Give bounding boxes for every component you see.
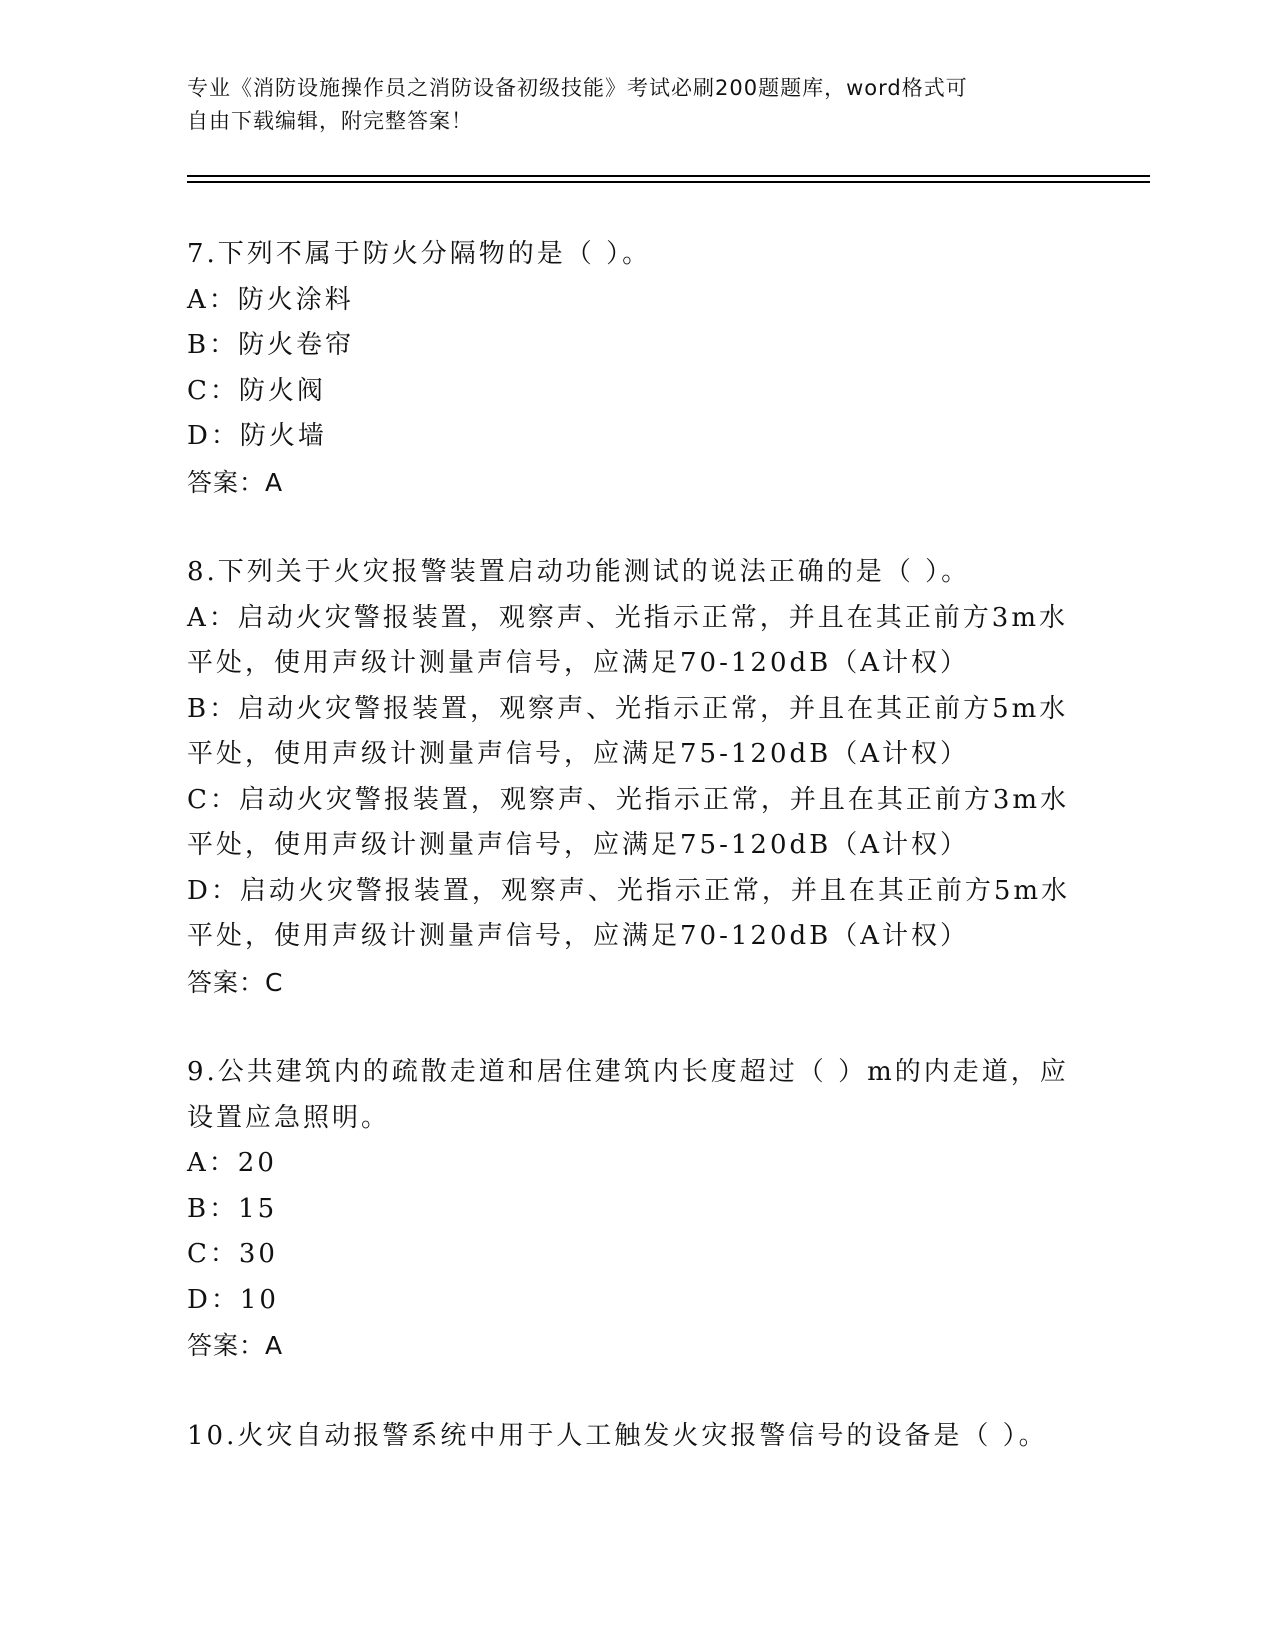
header-divider-top — [187, 175, 1150, 177]
answer-option: B：防火卷帘 — [187, 330, 355, 360]
answer-option: D：启动火灾警报装置，观察声、光指示正常，并且在其正前方5m水 — [187, 875, 1071, 906]
answer-key: 答案：A — [187, 467, 284, 497]
question-block — [187, 1050, 1087, 1369]
question-stem: 10.火灾自动报警系统中用于人工触发火灾报警信号的设备是（ ）。 — [187, 1420, 1048, 1451]
answer-option: D：防火墙 — [187, 421, 327, 451]
document-header — [187, 72, 1067, 138]
answer-option: A：20 — [187, 1148, 277, 1178]
question-block — [187, 232, 1087, 505]
answer-option: A：启动火灾警报装置，观察声、光指示正常，并且在其正前方3m水 — [187, 602, 1068, 633]
answer-option: C：启动火灾警报装置，观察声、光指示正常，并且在其正前方3m水 — [187, 784, 1070, 815]
answer-option: B：启动火灾警报装置，观察声、光指示正常，并且在其正前方5m水 — [187, 693, 1069, 724]
answer-key: 答案：C — [187, 967, 284, 997]
answer-option: 平处，使用声级计测量声信号，应满足75-120dB（A计权） — [187, 739, 970, 769]
question-stem: 7.下列不属于防火分隔物的是（ ）。 — [187, 239, 652, 269]
answer-key: 答案：A — [187, 1331, 284, 1360]
answer-option: 平处，使用声级计测量声信号，应满足70-120dB（A计权） — [187, 648, 970, 678]
answer-option: C：30 — [187, 1239, 278, 1269]
question-stem: 设置应急照明。 — [187, 1102, 391, 1133]
header-line-2: 自由下载编辑，附完整答案！ — [187, 109, 473, 133]
question-stem: 8.下列关于火灾报警装置启动功能测试的说法正确的是（ ）。 — [187, 557, 971, 587]
header-line-1: 专业《消防设施操作员之消防设备初级技能》考试必刷200题题库，word格式可 — [187, 76, 968, 100]
answer-option: C：防火阀 — [187, 375, 326, 406]
question-list — [187, 232, 1087, 1504]
answer-option: 平处，使用声级计测量声信号，应满足75-120dB（A计权） — [187, 830, 970, 860]
answer-option: D：10 — [187, 1284, 279, 1315]
answer-option: 平处，使用声级计测量声信号，应满足70-120dB（A计权） — [187, 921, 970, 951]
answer-option: A：防火涂料 — [187, 284, 354, 315]
header-divider-bottom — [187, 181, 1150, 183]
question-stem: 9.公共建筑内的疏散走道和居住建筑内长度超过（ ）m的内走道，应 — [187, 1057, 1069, 1087]
question-block — [187, 550, 1087, 1005]
question-block — [187, 1414, 1087, 1460]
answer-option: B：15 — [187, 1193, 278, 1224]
